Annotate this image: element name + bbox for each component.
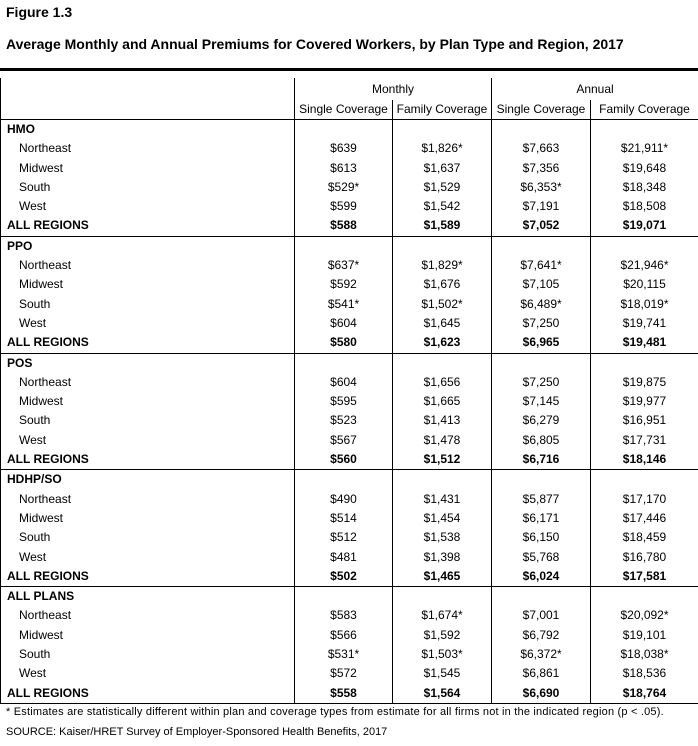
value-cell: $16,780	[591, 548, 698, 567]
value-cell: $7,001	[492, 606, 591, 625]
region-label: Northeast	[1, 256, 295, 275]
value-cell: $16,951	[591, 411, 698, 430]
region-label: West	[1, 548, 295, 567]
header-sub-row	[1, 100, 698, 120]
figure-title: Average Monthly and Annual Premiums for Covered Workers, by Plan Type and Region, 2017	[6, 36, 624, 52]
region-row	[1, 159, 698, 178]
value-cell: $6,716	[492, 450, 591, 470]
value-cell: $6,690	[492, 684, 591, 704]
region-label: Midwest	[1, 509, 295, 528]
value-cell: $6,279	[492, 411, 591, 430]
value-cell: $1,826*	[393, 139, 492, 158]
value-cell: $21,911*	[591, 139, 698, 158]
value-cell: $18,146	[591, 450, 698, 470]
region-label: South	[1, 411, 295, 430]
header-annual: Annual	[492, 78, 698, 100]
region-label: Midwest	[1, 626, 295, 645]
header-annual-single: Single Coverage	[492, 100, 591, 120]
region-label: West	[1, 431, 295, 450]
value-cell: $7,641*	[492, 256, 591, 275]
value-cell: $1,645	[393, 314, 492, 333]
plan-group-header	[1, 120, 698, 140]
value-cell: $604	[295, 314, 393, 333]
value-cell: $20,092*	[591, 606, 698, 625]
region-row	[1, 509, 698, 528]
all-regions-row	[1, 216, 698, 236]
region-row	[1, 178, 698, 197]
value-cell: $6,861	[492, 664, 591, 683]
region-label: West	[1, 197, 295, 216]
region-row	[1, 528, 698, 547]
value-cell: $502	[295, 567, 393, 587]
region-label: South	[1, 295, 295, 314]
value-cell: $1,623	[393, 333, 492, 353]
region-row	[1, 256, 698, 275]
value-cell: $7,250	[492, 314, 591, 333]
plan-group-header	[1, 236, 698, 256]
header-monthly-family: Family Coverage	[393, 100, 492, 120]
value-cell: $566	[295, 626, 393, 645]
all-regions-label: ALL REGIONS	[1, 333, 295, 353]
value-cell: $19,875	[591, 373, 698, 392]
value-cell: $512	[295, 528, 393, 547]
value-cell: $19,071	[591, 216, 698, 236]
value-cell: $1,637	[393, 159, 492, 178]
value-cell: $1,656	[393, 373, 492, 392]
value-cell: $19,741	[591, 314, 698, 333]
value-cell: $6,372*	[492, 645, 591, 664]
header-monthly-single: Single Coverage	[295, 100, 393, 120]
value-cell: $6,024	[492, 567, 591, 587]
header-annual-family: Family Coverage	[591, 100, 698, 120]
value-cell: $18,348	[591, 178, 698, 197]
value-cell: $19,648	[591, 159, 698, 178]
value-cell: $19,481	[591, 333, 698, 353]
value-cell: $595	[295, 392, 393, 411]
value-cell: $1,398	[393, 548, 492, 567]
region-label: Midwest	[1, 392, 295, 411]
all-regions-row	[1, 333, 698, 353]
value-cell: $1,529	[393, 178, 492, 197]
value-cell: $21,946*	[591, 256, 698, 275]
value-cell: $567	[295, 431, 393, 450]
region-label: Northeast	[1, 490, 295, 509]
all-regions-row	[1, 684, 698, 704]
region-label: Northeast	[1, 606, 295, 625]
all-regions-label: ALL REGIONS	[1, 216, 295, 236]
all-regions-label: ALL REGIONS	[1, 684, 295, 704]
region-row	[1, 548, 698, 567]
region-label: Northeast	[1, 139, 295, 158]
region-label: West	[1, 314, 295, 333]
value-cell: $6,965	[492, 333, 591, 353]
region-row	[1, 295, 698, 314]
plan-type-label: ALL PLANS	[1, 587, 295, 607]
region-row	[1, 314, 698, 333]
value-cell: $18,038*	[591, 645, 698, 664]
region-row	[1, 431, 698, 450]
value-cell: $1,665	[393, 392, 492, 411]
header-monthly: Monthly	[295, 78, 492, 100]
footnote: * Estimates are statistically different within plan and coverage types from estimate for all firms not in the indicated region (p < .05).	[6, 706, 664, 718]
plan-type-label: PPO	[1, 236, 295, 256]
value-cell: $18,508	[591, 197, 698, 216]
value-cell: $6,489*	[492, 295, 591, 314]
value-cell: $531*	[295, 645, 393, 664]
value-cell: $1,454	[393, 509, 492, 528]
value-cell: $639	[295, 139, 393, 158]
value-cell: $17,581	[591, 567, 698, 587]
all-regions-label: ALL REGIONS	[1, 567, 295, 587]
header-group-row	[1, 78, 698, 100]
region-label: Northeast	[1, 373, 295, 392]
value-cell: $17,731	[591, 431, 698, 450]
region-label: West	[1, 664, 295, 683]
region-row	[1, 139, 698, 158]
plan-group-header	[1, 587, 698, 607]
value-cell: $5,877	[492, 490, 591, 509]
plan-type-label: POS	[1, 353, 295, 373]
value-cell: $7,356	[492, 159, 591, 178]
value-cell: $1,589	[393, 216, 492, 236]
plan-group-header	[1, 353, 698, 373]
figure-label: Figure 1.3	[6, 4, 73, 20]
value-cell: $1,431	[393, 490, 492, 509]
value-cell: $1,465	[393, 567, 492, 587]
region-row	[1, 626, 698, 645]
value-cell: $7,105	[492, 275, 591, 294]
value-cell: $19,977	[591, 392, 698, 411]
value-cell: $583	[295, 606, 393, 625]
value-cell: $1,592	[393, 626, 492, 645]
value-cell: $637*	[295, 256, 393, 275]
value-cell: $560	[295, 450, 393, 470]
title-rule	[0, 68, 698, 71]
value-cell: $580	[295, 333, 393, 353]
premiums-table	[0, 78, 698, 704]
value-cell: $558	[295, 684, 393, 704]
value-cell: $523	[295, 411, 393, 430]
region-row	[1, 392, 698, 411]
value-cell: $1,676	[393, 275, 492, 294]
value-cell: $7,145	[492, 392, 591, 411]
value-cell: $1,478	[393, 431, 492, 450]
region-row	[1, 645, 698, 664]
value-cell: $20,115	[591, 275, 698, 294]
value-cell: $6,150	[492, 528, 591, 547]
plan-type-label: HMO	[1, 120, 295, 140]
region-row	[1, 411, 698, 430]
value-cell: $6,171	[492, 509, 591, 528]
value-cell: $1,542	[393, 197, 492, 216]
value-cell: $1,545	[393, 664, 492, 683]
value-cell: $6,792	[492, 626, 591, 645]
value-cell: $1,538	[393, 528, 492, 547]
value-cell: $7,250	[492, 373, 591, 392]
value-cell: $599	[295, 197, 393, 216]
region-row	[1, 490, 698, 509]
value-cell: $541*	[295, 295, 393, 314]
value-cell: $1,503*	[393, 645, 492, 664]
value-cell: $17,446	[591, 509, 698, 528]
value-cell: $572	[295, 664, 393, 683]
value-cell: $592	[295, 275, 393, 294]
value-cell: $17,170	[591, 490, 698, 509]
region-label: Midwest	[1, 275, 295, 294]
value-cell: $604	[295, 373, 393, 392]
value-cell: $18,019*	[591, 295, 698, 314]
region-row	[1, 373, 698, 392]
region-label: South	[1, 645, 295, 664]
value-cell: $1,413	[393, 411, 492, 430]
region-label: South	[1, 528, 295, 547]
all-regions-row	[1, 450, 698, 470]
value-cell: $19,101	[591, 626, 698, 645]
value-cell: $18,764	[591, 684, 698, 704]
value-cell: $7,663	[492, 139, 591, 158]
all-regions-label: ALL REGIONS	[1, 450, 295, 470]
plan-type-label: HDHP/SO	[1, 470, 295, 490]
value-cell: $588	[295, 216, 393, 236]
region-row	[1, 664, 698, 683]
value-cell: $1,674*	[393, 606, 492, 625]
value-cell: $529*	[295, 178, 393, 197]
premiums-table-container	[0, 78, 698, 704]
value-cell: $7,052	[492, 216, 591, 236]
value-cell: $18,459	[591, 528, 698, 547]
region-label: South	[1, 178, 295, 197]
value-cell: $18,536	[591, 664, 698, 683]
value-cell: $7,191	[492, 197, 591, 216]
value-cell: $1,512	[393, 450, 492, 470]
value-cell: $6,353*	[492, 178, 591, 197]
region-row	[1, 275, 698, 294]
plan-group-header	[1, 470, 698, 490]
value-cell: $514	[295, 509, 393, 528]
region-row	[1, 606, 698, 625]
value-cell: $1,564	[393, 684, 492, 704]
all-regions-row	[1, 567, 698, 587]
value-cell: $490	[295, 490, 393, 509]
region-label: Midwest	[1, 159, 295, 178]
value-cell: $6,805	[492, 431, 591, 450]
value-cell: $1,502*	[393, 295, 492, 314]
value-cell: $1,829*	[393, 256, 492, 275]
region-row	[1, 197, 698, 216]
value-cell: $613	[295, 159, 393, 178]
value-cell: $481	[295, 548, 393, 567]
source-note: SOURCE: Kaiser/HRET Survey of Employer-Sponsored Health Benefits, 2017	[6, 726, 388, 738]
value-cell: $5,768	[492, 548, 591, 567]
